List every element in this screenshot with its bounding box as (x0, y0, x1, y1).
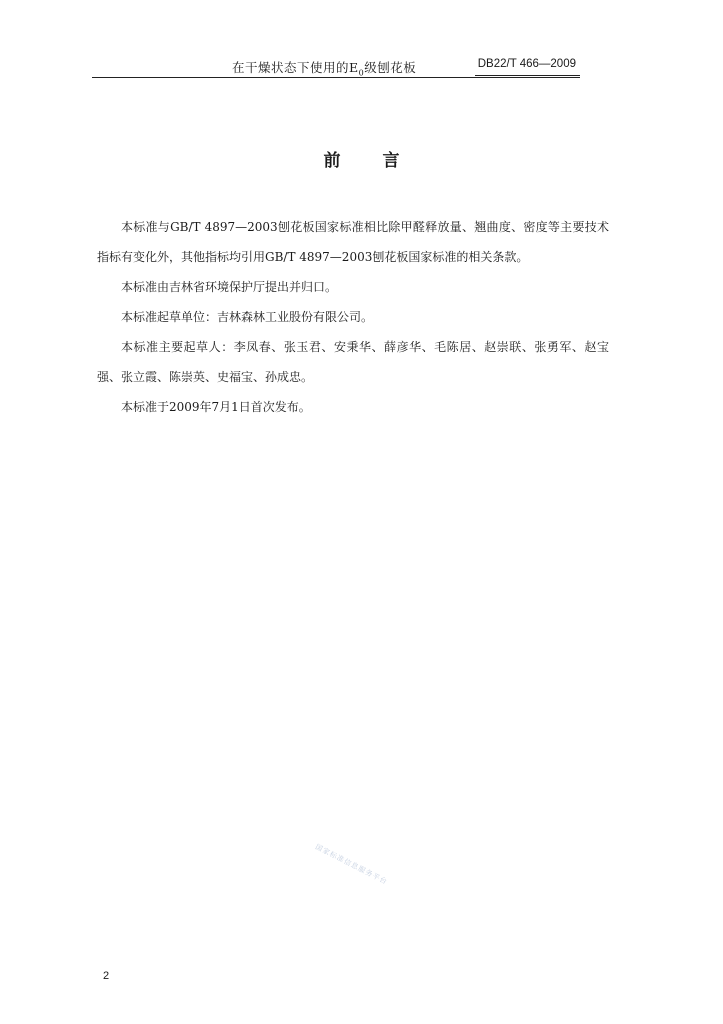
header-title-prefix: 在干燥状态下使用的E (232, 60, 359, 75)
page-title: 前言 (323, 151, 442, 171)
standard-code: DB22/T 466—2009 (477, 58, 576, 70)
paragraph-scope: 本标准与GB/T 4897—2003刨花板国家标准相比除甲醛释放量、翘曲度、密度等主要技术指标有变化外，其他指标均引用GB/T 4897—2003刨花板国家标准的相关条款。 (97, 220, 609, 264)
running-header (92, 58, 580, 80)
header-code-underline (475, 75, 580, 76)
header-title-subscript: 0 (358, 68, 365, 78)
foreword-body (97, 212, 609, 422)
paragraph-release-date: 本标准于2009年7月1日首次发布。 (121, 400, 311, 414)
paragraph-drafters: 本标准主要起草人：李凤春、张玉君、安秉华、薛彦华、毛陈居、赵崇联、张勇军、赵宝强、张立霞、陈崇英、史福宝、孙成忠。 (97, 340, 609, 384)
header-rule (92, 77, 580, 78)
watermark: 国家标准信息服务平台 (313, 842, 389, 887)
header-title (232, 58, 416, 78)
page-number: 2 (103, 970, 110, 982)
paragraph-drafting-unit: 本标准起草单位：吉林森林工业股份有限公司。 (121, 310, 374, 324)
paragraph-proposer: 本标准由吉林省环境保护厅提出并归口。 (121, 280, 338, 294)
header-title-suffix: 级刨花板 (364, 60, 417, 75)
